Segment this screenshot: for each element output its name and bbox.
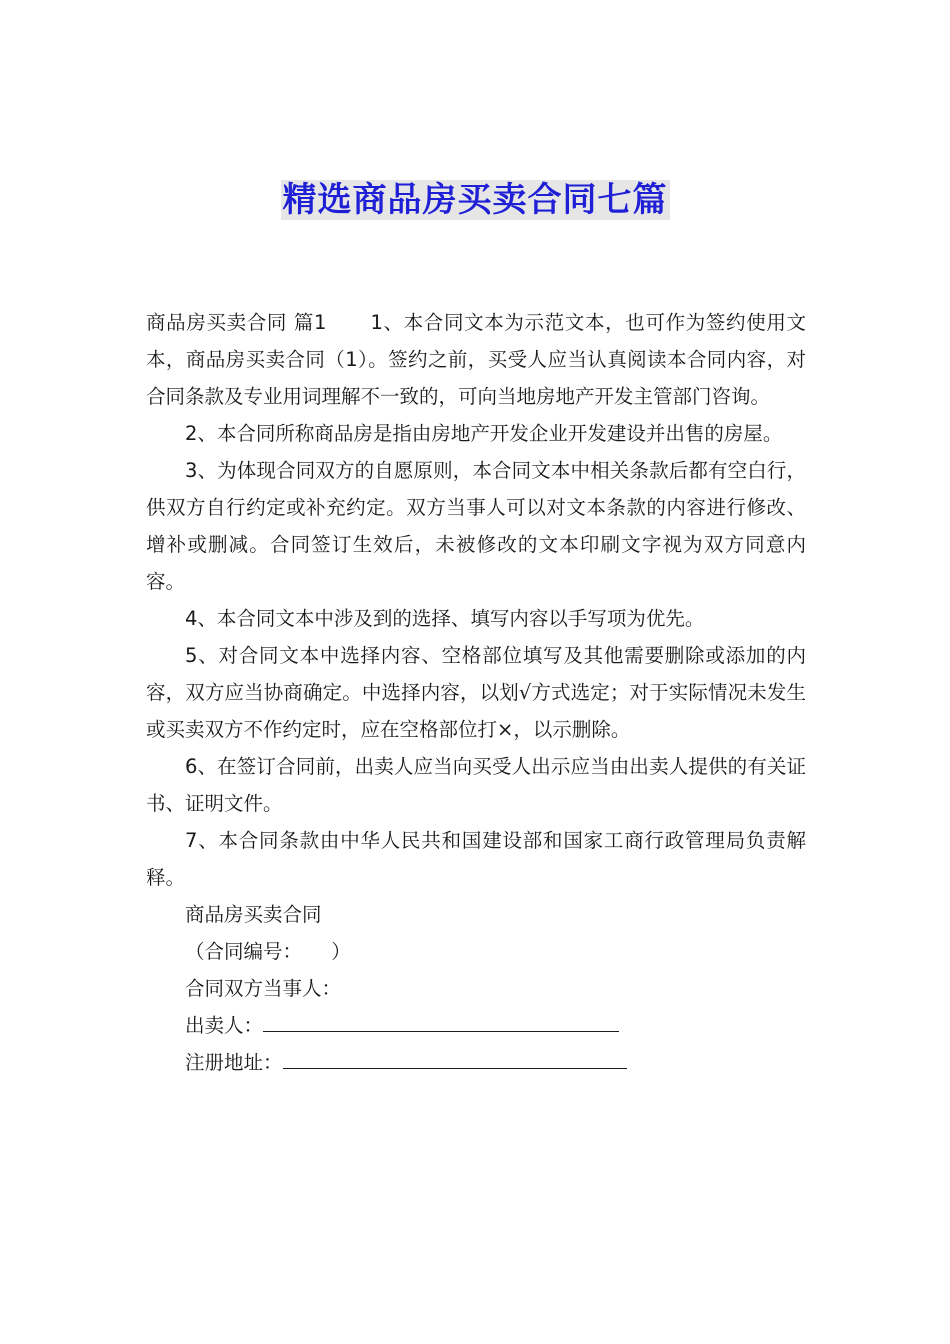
paragraph-6: 6、在签订合同前，出卖人应当向买受人出示应当由出卖人提供的有关证书、证明文件。 xyxy=(146,755,806,815)
address-blank-line[interactable] xyxy=(283,1046,627,1069)
paragraph-3: 3、为体现合同双方的自愿原则，本合同文本中相关条款后都有空白行，供双方自行约定或补充约定。双方当事人可以对文本条款的内容进行修改、增补或删减。合同签订生效后，未被修改的文本印刷文字视为双方同意内容。 xyxy=(146,459,806,593)
paragraph-1 xyxy=(146,304,806,415)
seller-blank-line[interactable] xyxy=(263,1009,619,1032)
paragraph-2: 2、本合同所称商品房是指由房地产开发企业开发建设并出售的房屋。 xyxy=(185,422,783,445)
parties-label: 合同双方当事人： xyxy=(185,977,342,1000)
document-title xyxy=(0,176,950,224)
seller-row xyxy=(146,1007,806,1044)
document-title-text: 精选商品房买卖合同七篇 xyxy=(282,180,668,220)
contract-number: （合同编号： ） xyxy=(185,940,351,963)
paragraph-5: 5、对合同文本中选择内容、空格部位填写及其他需要删除或添加的内容，双方应当协商确定。中选择内容，以划√方式选定；对于实际情况未发生或买卖双方不作约定时，应在空格部位打×，以示删除。 xyxy=(146,644,806,741)
contract-name: 商品房买卖合同 xyxy=(185,903,322,926)
first-heading: 商品房买卖合同 篇1 xyxy=(146,311,327,334)
paragraph-7: 7、本合同条款由中华人民共和国建设部和国家工商行政管理局负责解释。 xyxy=(146,829,806,889)
address-label: 注册地址： xyxy=(185,1051,283,1074)
seller-label: 出卖人： xyxy=(185,1014,264,1037)
document-body xyxy=(146,304,806,1081)
address-row xyxy=(146,1044,806,1081)
paragraph-1-text: 1、本合同文本为示范文本，也可作为签约使用文本，商品房买卖合同（1）。签约之前，买受人应当认真阅读本合同内容，对合同条款及专业用词理解不一致的，可向当地房地产开发主管部门咨询。 xyxy=(146,311,806,408)
paragraph-4: 4、本合同文本中涉及到的选择、填写内容以手写项为优先。 xyxy=(185,607,705,630)
